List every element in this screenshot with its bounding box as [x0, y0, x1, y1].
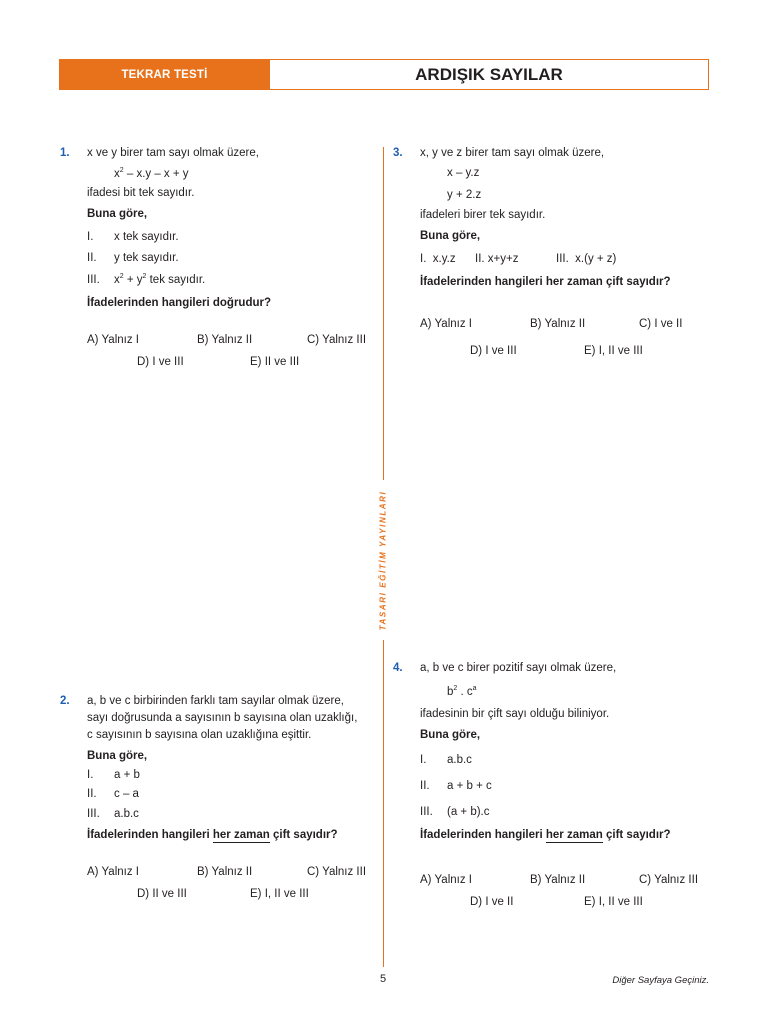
- question-number: 3.: [393, 147, 403, 159]
- page-number: 5: [380, 973, 387, 985]
- option-e[interactable]: E) I, II ve III: [250, 888, 309, 900]
- option-e[interactable]: E) I, II ve III: [584, 896, 643, 908]
- inline-item-1: I. x.y.z: [420, 253, 456, 265]
- intro-line-2: sayı doğrusunda a sayısının b sayısına olan uzaklığı,: [87, 712, 358, 724]
- publisher-brand: [373, 480, 393, 640]
- expression: $b^2$ . $c^a$: [447, 685, 477, 698]
- question-intro: x ve y birer tam sayı olmak üzere,: [87, 147, 259, 159]
- buna-gore: Buna göre,: [420, 729, 481, 741]
- intro-line-3: c sayısının b sayısına olan uzaklığına eşittir.: [87, 729, 312, 741]
- expression-1: x – y.z: [447, 167, 480, 179]
- option-a[interactable]: A) Yalnız I: [420, 318, 472, 330]
- option-d[interactable]: D) II ve III: [137, 888, 187, 900]
- expression-2: y + 2.z: [447, 189, 482, 201]
- question-prompt: İfadelerinden hangileri doğrudur?: [87, 297, 272, 309]
- option-b[interactable]: B) Yalnız II: [530, 874, 586, 886]
- option-c[interactable]: C) Yalnız III: [307, 334, 367, 346]
- option-c[interactable]: C) Yalnız III: [307, 866, 367, 878]
- option-a[interactable]: A) Yalnız I: [420, 874, 472, 886]
- question-number: 4.: [393, 662, 403, 674]
- buna-gore: Buna göre,: [87, 208, 148, 220]
- intro-line-1: a, b ve c birbirinden farklı tam sayılar olmak üzere,: [87, 695, 344, 707]
- buna-gore: Buna göre,: [87, 750, 148, 762]
- question-prompt: İfadelerinden hangileri her zaman çift sayıdır?: [420, 276, 671, 288]
- option-a[interactable]: A) Yalnız I: [87, 866, 139, 878]
- next-page-note: Diğer Sayfaya Geçiniz.: [612, 975, 709, 986]
- question-statement: ifadeleri birer tek sayıdır.: [420, 209, 546, 221]
- option-d[interactable]: D) I ve II: [470, 896, 514, 908]
- test-header: [59, 59, 709, 90]
- option-d[interactable]: D) I ve III: [470, 345, 517, 357]
- option-b[interactable]: B) Yalnız II: [530, 318, 586, 330]
- question-prompt: İfadelerinden hangileri her zaman çift sayıdır?: [87, 829, 338, 841]
- publisher-brand-text: TASARI EĞİTİM YAYINLARI: [378, 490, 388, 630]
- question-number: 1.: [60, 147, 70, 159]
- option-d[interactable]: D) I ve III: [137, 356, 184, 368]
- question-statement: ifadesinin bir çift sayı olduğu biliniyor.: [420, 708, 610, 720]
- option-a[interactable]: A) Yalnız I: [87, 334, 139, 346]
- inline-item-3: III. x.(y + z): [556, 253, 617, 265]
- buna-gore: Buna göre,: [420, 230, 481, 242]
- option-e[interactable]: E) II ve III: [250, 356, 300, 368]
- emphasis-underline: her zaman: [212, 829, 270, 841]
- question-intro: x, y ve z birer tam sayı olmak üzere,: [420, 147, 605, 159]
- question-statement: ifadesi bit tek sayıdır.: [87, 187, 195, 199]
- expression: $x^2 - x.y - x + y$: [114, 167, 189, 180]
- emphasis-underline: her zaman: [545, 829, 603, 841]
- question-prompt: İfadelerinden hangileri her zaman çift sayıdır?: [420, 829, 671, 841]
- question-intro: a, b ve c birer pozitif sayı olmak üzere,: [420, 662, 617, 674]
- question-number: 2.: [60, 695, 70, 707]
- option-c[interactable]: C) I ve II: [639, 318, 683, 330]
- option-b[interactable]: B) Yalnız II: [197, 866, 253, 878]
- test-title: ARDIŞIK SAYILAR: [269, 60, 708, 89]
- option-e[interactable]: E) I, II ve III: [584, 345, 643, 357]
- option-c[interactable]: C) Yalnız III: [639, 874, 699, 886]
- test-type-label: TEKRAR TESTİ: [60, 60, 269, 89]
- inline-item-2: II. x+y+z: [475, 253, 519, 265]
- option-b[interactable]: B) Yalnız II: [197, 334, 253, 346]
